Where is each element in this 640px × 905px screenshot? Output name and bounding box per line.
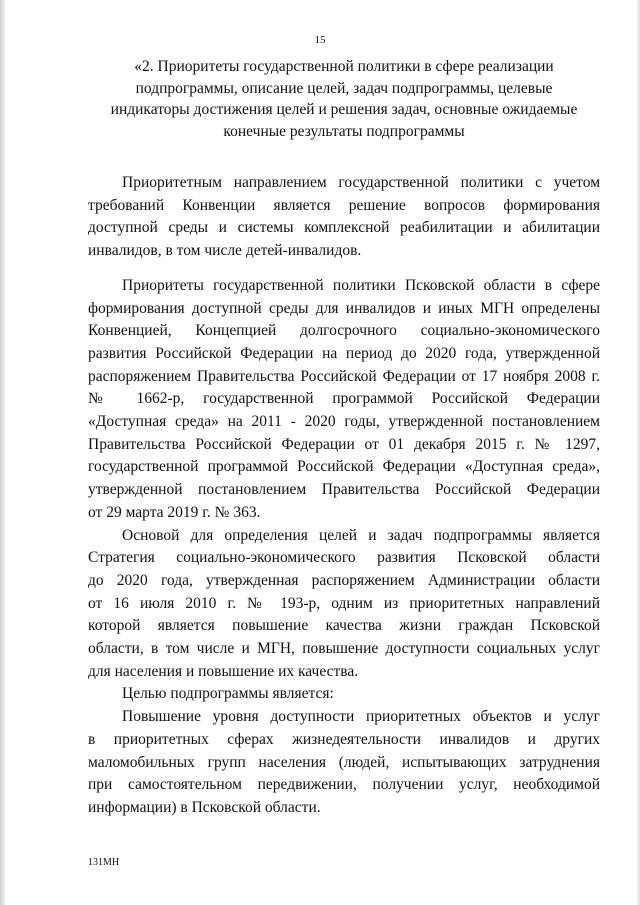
paragraph-line: требований Конвенции является решение вопросов формирования [88,196,600,214]
paragraph [88,275,600,525]
paragraph-line: Целью подпрограммы является: [122,685,334,703]
paragraph-line: «Доступная среда» на 2011 - 2020 годы, утвержденной постановлением [88,413,600,431]
paragraph-line: Приоритеты государственной политики Псковской области в сфере [122,276,600,294]
paragraph-line: от 29 марта 2019 г. № 363. [88,503,261,521]
heading-line: конечные результаты подпрограммы [223,122,465,140]
paragraph [88,172,600,263]
heading-line: индикаторы достижения целей и решения задач, основные ожидаемые [110,101,578,119]
paragraph-line: которой является повышение качества жизни граждан Псковской [88,617,600,635]
section-heading [88,56,600,142]
document-code: 131МН [88,857,120,868]
heading-line: подпрограммы, описание целей, задач подпрограммы, целевые [135,79,553,97]
scan-edge-right [636,0,640,905]
paragraph-line: Правительства Российской Федерации от 01 декабря 2015 г. № 1297, [88,435,600,453]
paragraph-line: Стратегия социально-экономического развития Псковской области [88,549,600,567]
paragraph-line: области, в том числе и МГН, повышение доступности социальных услуг [88,640,600,658]
paragraph [88,683,600,706]
paragraph [88,525,600,684]
paragraph-line: № 1662-р, государственной программой Российской Федерации [88,390,600,408]
paragraph-line: до 2020 года, утвержденная распоряжением Администрации области [88,571,600,589]
paragraph-line: развития Российской Федерации на период до 2020 года, утвержденной [88,344,600,362]
body-text [88,172,600,820]
paragraph-line: государственной программой Российской Федерации «Доступная среда», [88,458,600,476]
paragraph-line: утвержденной постановлением Правительства Российской Федерации [88,481,600,499]
paragraph-line: доступной среды и системы комплексной реабилитации и абилитации [88,219,600,237]
paragraph-line: Повышение уровня доступности приоритетных объектов и услуг [122,708,600,726]
paragraph-line: Приоритетным направлением государственной политики с учетом [122,174,600,191]
paragraph-line: формирования доступной среды для инвалидов и иных МГН определены [88,299,600,317]
paragraph-line: от 16 июля 2010 г. № 193-р, одним из приоритетных направлений [88,594,600,612]
paragraph-line: Конвенцией, Концепцией долгосрочного социально-экономического [88,322,600,340]
paragraph-line: распоряжением Правительства Российской Федерации от 17 ноября 2008 г. [88,367,600,385]
paragraph-line: при самостоятельном передвижении, получении услуг, необходимой [88,776,600,794]
paragraph-line: инвалидов, в том числе детей-инвалидов. [88,242,362,260]
paragraph-line: в приоритетных сферах жизнедеятельности инвалидов и других [88,730,600,748]
paragraph-line: для населения и повышение их качества. [88,662,359,680]
heading-line: «2. Приоритеты государственной политики в сфере реализации [134,58,554,75]
scan-edge-left [0,0,5,905]
page-number: 15 [314,34,326,46]
paragraph-line: Основой для определения целей и задач подпрограммы является [122,526,600,544]
paragraph-line: маломобильных групп населения (людей, испытывающих затруднения [88,753,600,771]
paragraph-line: информации) в Псковской области. [88,798,321,816]
paragraph [88,706,600,820]
